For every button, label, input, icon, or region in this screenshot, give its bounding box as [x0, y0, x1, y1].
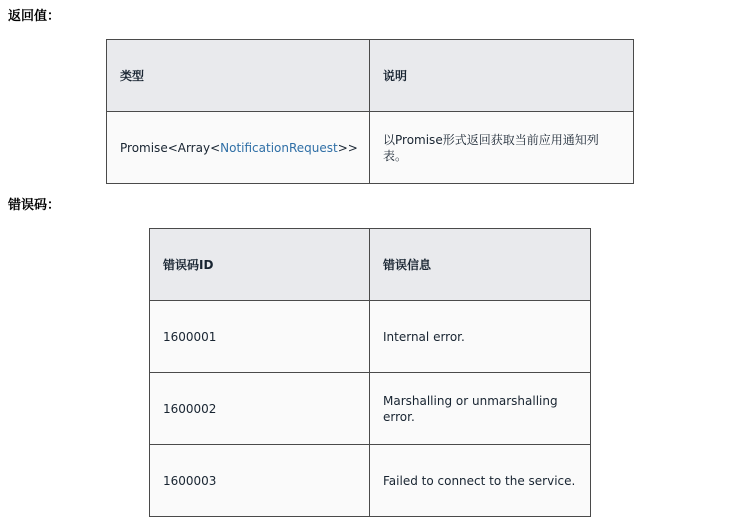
return-value-table [106, 39, 634, 184]
column-header-description: 说明 [370, 40, 634, 112]
column-header-type: 类型 [107, 40, 370, 112]
notification-request-link[interactable]: NotificationRequest [220, 140, 338, 155]
column-header-error-message: 错误信息 [370, 229, 591, 301]
return-type-cell [107, 112, 370, 184]
column-header-error-code-id: 错误码ID [150, 229, 370, 301]
return-type-prefix: Promise<Array< [120, 140, 221, 155]
error-message-cell: Failed to connect to the service. [370, 445, 591, 517]
table-header-row [107, 40, 634, 112]
error-codes-table [149, 228, 591, 517]
error-message-cell: Internal error. [370, 301, 591, 373]
return-value-heading: 返回值： [8, 9, 61, 24]
error-codes-heading: 错误码： [8, 198, 61, 213]
table-row [107, 112, 634, 184]
table-row [150, 373, 591, 445]
table-row [150, 301, 591, 373]
return-description-cell: 以Promise形式返回获取当前应用通知列表。 [370, 112, 634, 184]
error-code-cell: 1600003 [150, 445, 370, 517]
table-header-row [150, 229, 591, 301]
error-code-cell: 1600002 [150, 373, 370, 445]
table-row [150, 445, 591, 517]
return-type-suffix: >> [337, 140, 358, 155]
error-message-cell: Marshalling or unmarshalling error. [370, 373, 591, 445]
error-code-cell: 1600001 [150, 301, 370, 373]
